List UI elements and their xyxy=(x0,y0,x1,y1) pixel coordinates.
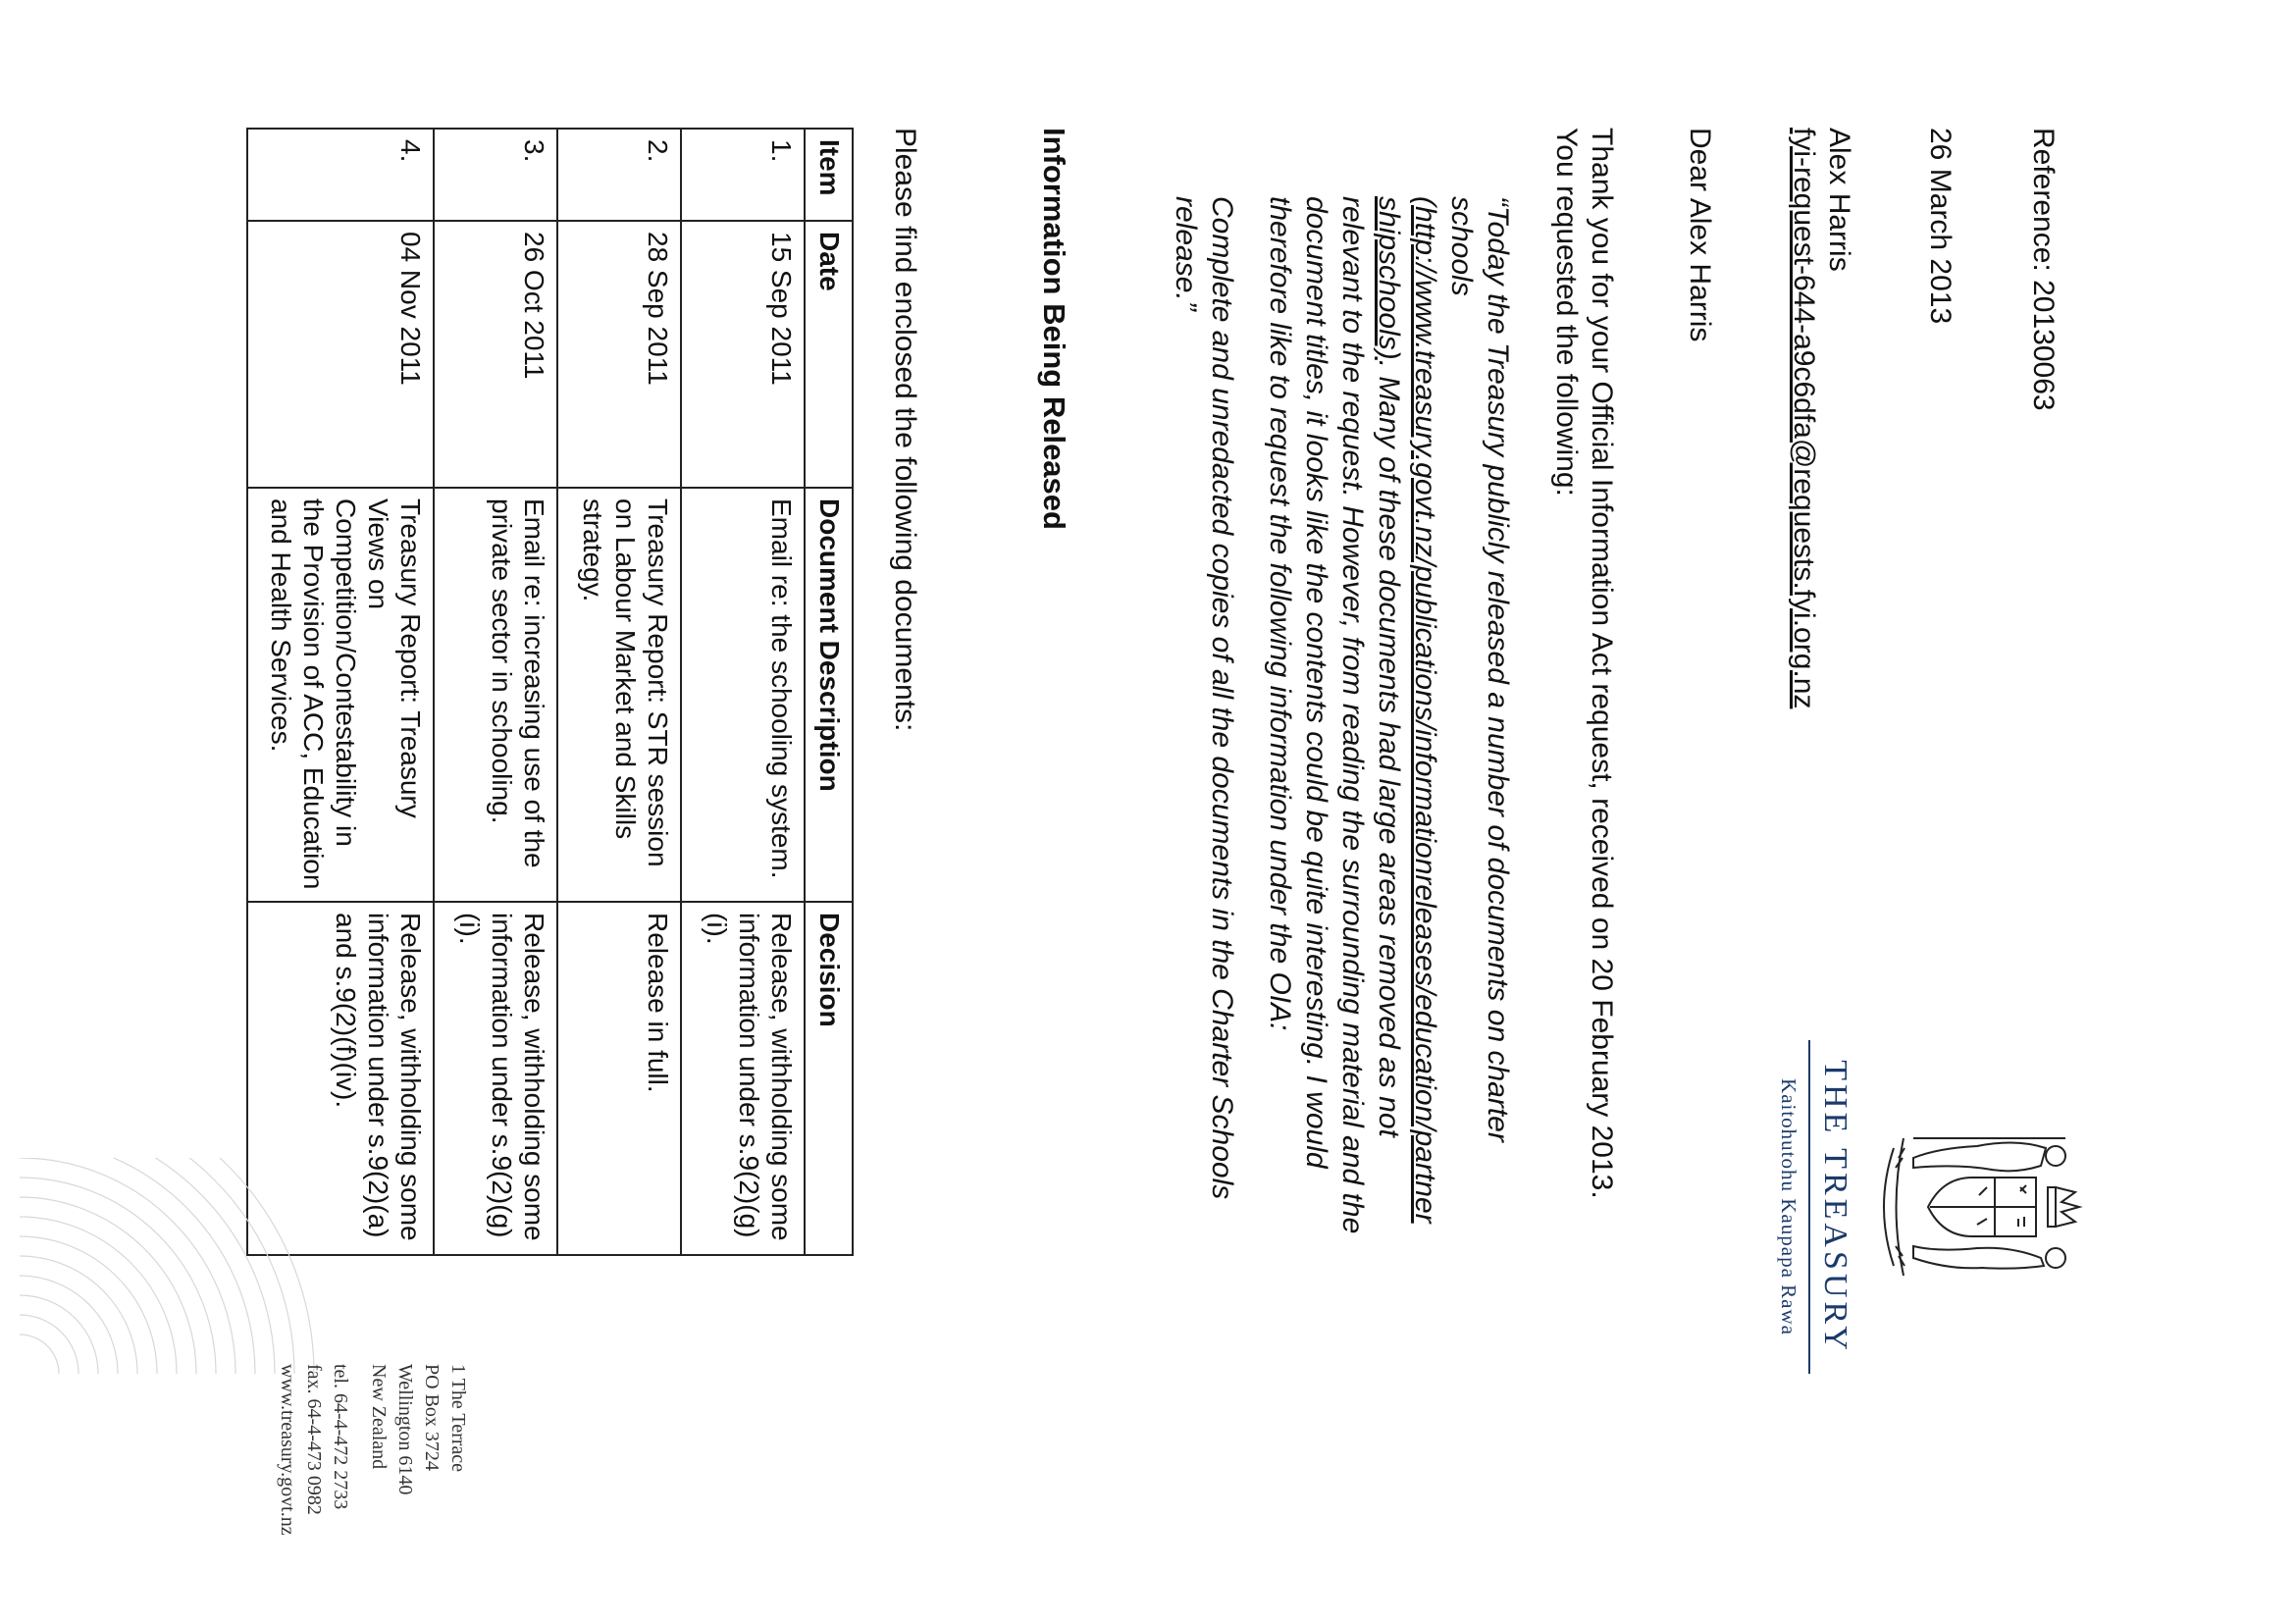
quote-url-line-1[interactable]: (http://www.treasury.govt.nz/publications/informationreleases/education/partner xyxy=(1409,196,1441,1224)
quote-line-1: “Today the Treasury publicly released a number of documents on charter xyxy=(1482,196,1514,1142)
address-fax: fax. 64-4-473 0982 xyxy=(303,1364,325,1515)
row-date: 26 Oct 2011 xyxy=(434,221,557,488)
address-tel: tel. 64-4-472 2733 xyxy=(330,1364,351,1510)
request-quote xyxy=(1168,196,1516,1413)
address-block xyxy=(274,1364,471,1560)
recipient-name: Alex Harris xyxy=(1823,128,1855,272)
quote-spacer xyxy=(1240,196,1262,1413)
decorative-arcs-icon xyxy=(20,1158,491,1374)
row-decision: Release, withholding some information under s.9(2)(g)(i). xyxy=(681,902,805,1255)
address-line-2: PO Box 3724 xyxy=(421,1364,443,1471)
table-row xyxy=(681,129,805,1255)
row-item: 2. xyxy=(557,129,681,221)
table-row xyxy=(434,129,557,1255)
address-web[interactable]: www.treasury.govt.nz xyxy=(277,1364,298,1536)
treasury-logo xyxy=(1776,1021,2085,1393)
row-item: 1. xyxy=(681,129,805,221)
address-line-4: New Zealand xyxy=(368,1364,390,1470)
recipient-email[interactable]: fyi-request-644-a9c6dfa@requests.fyi.org.nz xyxy=(1788,128,1820,709)
header-date: Date xyxy=(805,221,853,488)
table-header-row xyxy=(805,129,853,1255)
table-row xyxy=(557,129,681,1255)
row-description: Treasury Report: Treasury Views on Competition/Contestability in the Provision of ACC, Education and Health Services. xyxy=(247,488,434,902)
row-decision: Release, withholding some information under s.9(2)(g)(i). xyxy=(434,902,557,1255)
intro-line-1: Thank you for your Official Information Act request, received on 20 February 2013. xyxy=(1586,128,1618,1199)
intro-line-2: You requested the following: xyxy=(1550,128,1583,497)
brand-divider xyxy=(1808,1040,1810,1374)
quote-line-6: therefore like to request the following information under the OIA: xyxy=(1264,196,1296,1031)
address-spacer xyxy=(353,1364,365,1560)
quote-url-line-2[interactable]: shipschools) xyxy=(1373,196,1405,360)
quote-line-4: relevant to the request. However, from reading the surrounding material and the xyxy=(1336,196,1369,1234)
reference: Reference: 20130063 xyxy=(2027,128,2060,411)
header-decision: Decision xyxy=(805,902,853,1255)
documents-table xyxy=(246,128,854,1256)
brand-name: THE TREASURY xyxy=(1817,1060,1853,1354)
quote-line-8: release.” xyxy=(1170,196,1202,311)
row-decision: Release, withholding some information under s.9(2)(a) and s.9(2)(f)(iv). xyxy=(247,902,434,1255)
row-item: 3. xyxy=(434,129,557,221)
row-date: 15 Sep 2011 xyxy=(681,221,805,488)
row-date: 28 Sep 2011 xyxy=(557,221,681,488)
section-intro: Please find enclosed the following documents: xyxy=(889,128,921,732)
coat-of-arms-icon xyxy=(1859,1109,2085,1305)
quote-line-7: Complete and unredacted copies of all the documents in the Charter Schools xyxy=(1206,196,1238,1200)
intro-paragraph xyxy=(1548,128,1619,1403)
row-item: 4. xyxy=(247,129,434,221)
header-description: Document Description xyxy=(805,488,853,902)
quote-line-3 xyxy=(1371,196,1407,1413)
quote-line-5: document titles, it looks like the contents could be quite interesting. I would xyxy=(1300,196,1332,1169)
table-row xyxy=(247,129,434,1255)
quote-line-3-rest: . Many of these documents had large areas removed as not xyxy=(1373,359,1405,1137)
row-description: Treasury Report: STR session on Labour Market and Skills strategy. xyxy=(557,488,681,902)
header-item: Item xyxy=(805,129,853,221)
quote-line-2: schools xyxy=(1445,196,1478,296)
salutation: Dear Alex Harris xyxy=(1684,128,1716,342)
letter-date: 26 March 2013 xyxy=(1924,128,1957,325)
address-line-3: Wellington 6140 xyxy=(394,1364,416,1495)
section-heading: Information Being Released xyxy=(1037,128,1071,530)
row-date: 04 Nov 2011 xyxy=(247,221,434,488)
brand-maori-name: Kaitohutohu Kaupapa Rawa xyxy=(1777,1078,1800,1335)
address-line-1: 1 The Terrace xyxy=(447,1364,469,1473)
row-description: Email re: increasing use of the private sector in schooling. xyxy=(434,488,557,902)
row-description: Email re: the schooling system. xyxy=(681,488,805,902)
row-decision: Release in full. xyxy=(557,902,681,1255)
